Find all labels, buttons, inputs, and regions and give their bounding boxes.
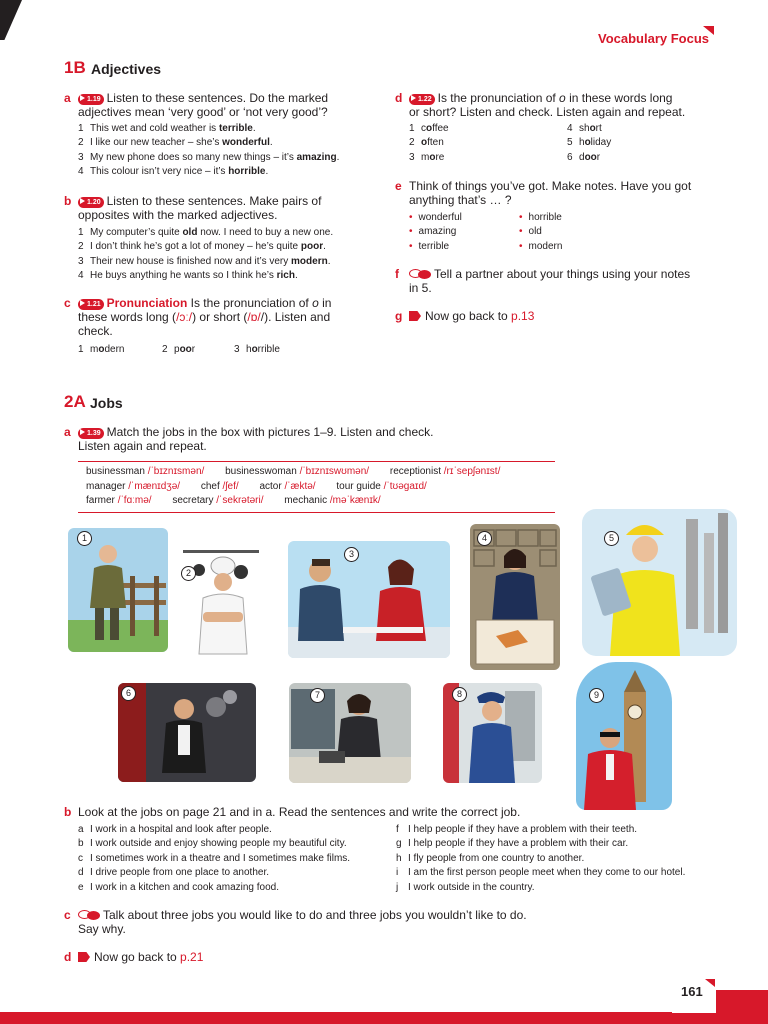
list-item: 1 coffee [409, 123, 449, 134]
audio-icon[interactable]: 1.21 [78, 299, 104, 310]
section-title: Jobs [90, 395, 123, 411]
audio-icon[interactable]: 1.22 [409, 94, 435, 105]
arrow-icon [409, 311, 421, 321]
picture-tour-guide [576, 662, 672, 810]
exercise-2a-c: Talk about three jobs you would like to do and three jobs you wouldn’t like to do. Say why. [78, 908, 527, 936]
job-word: businessman /ˈbɪznɪsmən/ [86, 466, 205, 477]
picture-number: 4 [477, 531, 492, 546]
list-1b-b [78, 226, 388, 284]
exercise-2a-b: Look at the jobs on page 21 and in a. Read the sentences and write the correct job. [78, 805, 521, 819]
list-item: d I drive people from one place to another. [78, 867, 270, 879]
list-item: 3 horrible [234, 344, 280, 355]
list-item: e I work in a kitchen and cook amazing food. [78, 881, 279, 893]
list-item: h I fly people from one country to another. [396, 852, 585, 864]
list-item: 3 more [409, 151, 445, 163]
list-item: 1 My computer’s quite old now. I need to buy a new one. [78, 227, 334, 238]
exercise-1b-f: Tell a partner about your things using your notes in 5. [409, 267, 691, 295]
picture-number: 2 [181, 566, 196, 581]
job-word: receptionist /rɪˈsepʃənɪst/ [389, 466, 501, 477]
picture-number: 7 [310, 688, 325, 703]
list-item: 2 poor [162, 344, 196, 355]
list-item: • old [519, 225, 619, 239]
list-item: i I am the first person people meet when they come to our hotel. [396, 867, 686, 879]
section-number: 1B [64, 58, 86, 77]
box-row [86, 494, 556, 509]
page-link[interactable]: p.21 [180, 950, 204, 964]
box-row [86, 465, 556, 480]
list-1b-e-col2 [519, 211, 619, 254]
exercise-2a-a: 1.39 Match the jobs in the box with pictures 1–9. Listen and check. Listen again and repeat. [78, 425, 434, 453]
picture-number: 6 [121, 686, 136, 701]
exercise-letter: d [395, 91, 403, 105]
list-item: 1 modern [78, 344, 125, 355]
audio-icon[interactable]: 1.39 [78, 428, 104, 439]
picture-actor [118, 683, 256, 782]
page-link[interactable]: p.13 [511, 309, 535, 323]
job-word: chef /ʃef/ [200, 480, 239, 492]
list-item: f I help people if they have a problem with their teeth. [396, 824, 638, 835]
audio-icon[interactable]: 1.19 [78, 94, 104, 105]
exercise-letter: g [395, 309, 403, 323]
corner-stripe [0, 0, 22, 40]
list-1b-c [78, 343, 338, 357]
section-title: Adjectives [91, 61, 162, 77]
job-word: actor /ˈæktə/ [259, 480, 316, 492]
exercise-letter: b [64, 805, 72, 819]
list-item: 1 This wet and cold weather is terrible. [78, 123, 256, 134]
picture-chef [179, 544, 263, 670]
exercise-1b-c: 1.21 Pronunciation Is the pronunciation of o in these words long (/ɔː/) or short (/ɒ//). Listen and check. [78, 296, 332, 338]
list-1b-d-col2 [567, 122, 717, 165]
picture-number: 5 [604, 531, 619, 546]
exercise-letter: d [64, 950, 72, 964]
list-item: 3 My new phone does so many new things – it’s amazing. [78, 151, 340, 163]
picture-business-meeting [288, 541, 450, 658]
list-item: • wonderful [409, 211, 509, 225]
box-row [86, 480, 556, 495]
list-item: a I work in a hospital and look after people. [78, 824, 272, 835]
list-item: b I work outside and enjoy showing people my beautiful city. [78, 838, 347, 850]
job-word: mechanic /məˈkænɪk/ [284, 495, 381, 506]
exercise-1b-e: Think of things you’ve got. Make notes. Have you got anything that’s … ? [409, 179, 692, 207]
exercise-letter: a [64, 425, 71, 439]
picture-number: 8 [452, 687, 467, 702]
list-item: 4 He buys anything he wants so I think he’s rich. [78, 270, 298, 282]
job-word: farmer /ˈfɑːmə/ [86, 495, 152, 506]
list-2a-b-left [78, 823, 398, 895]
picture-secretary [289, 683, 411, 783]
section-number: 2A [64, 392, 86, 411]
exercise-letter: c [64, 908, 71, 922]
footer-bar [0, 1012, 768, 1024]
list-item: 6 door [567, 151, 601, 163]
footer-red-block [716, 990, 768, 1012]
exercise-1b-b: 1.20 Listen to these sentences. Make pairs of opposites with the marked adjectives. [78, 194, 322, 222]
list-item: • amazing [409, 225, 509, 239]
box-top-rule [78, 461, 555, 462]
job-word: businesswoman /ˈbɪznɪswʊmən/ [225, 466, 370, 477]
job-word: tour guide /ˈtʊəgaɪd/ [336, 480, 427, 492]
list-item: 2 I like our new teacher – she’s wonderful. [78, 137, 273, 149]
picture-number: 3 [344, 547, 359, 562]
exercise-letter: e [395, 179, 402, 193]
list-item: 4 short [567, 123, 602, 134]
exercise-letter: b [64, 194, 72, 208]
exercise-1b-a: 1.19 Listen to these sentences. Do the marked adjectives mean ‘very good’ or ‘not very good’? [78, 91, 329, 119]
picture-farmer [68, 528, 168, 652]
list-item: j I work outside in the country. [396, 881, 535, 893]
list-1b-e-col1 [409, 211, 509, 254]
job-word-box [86, 465, 556, 509]
list-item: • modern [519, 240, 619, 254]
list-item: c I sometimes work in a theatre and I sometimes make films. [78, 852, 351, 864]
exercise-1b-d: 1.22 Is the pronunciation of o in these words long or short? Listen and check. Listen again and repeat. [409, 91, 686, 119]
list-item: 3 Their new house is finished now and it’s very modern. [78, 255, 331, 267]
arrow-icon [78, 952, 90, 962]
job-word: secretary /ˈsekrətəri/ [172, 495, 264, 506]
list-1b-d-col1 [409, 122, 559, 165]
exercise-1b-g: Now go back to p.13 [409, 309, 609, 323]
page-number: 161 [681, 984, 703, 999]
list-2a-b-right [396, 823, 726, 895]
exercise-2a-d: Now go back to p.21 [78, 950, 278, 964]
list-item: • terrible [409, 240, 509, 254]
list-1b-a [78, 122, 388, 180]
list-item: 2 often [409, 137, 444, 149]
picture-number: 9 [589, 688, 604, 703]
list-item: 2 I don’t think he’s got a lot of money – he’s quite poor. [78, 241, 326, 253]
job-word: manager /ˈmænɪdʒə/ [86, 480, 181, 492]
box-bottom-rule [78, 512, 555, 513]
picture-manager [582, 509, 737, 656]
list-item: • horrible [519, 211, 619, 225]
list-item: 4 This colour isn’t very nice – it’s horrible. [78, 166, 269, 178]
exercise-letter: c [64, 296, 71, 310]
speech-bubbles-icon [78, 910, 100, 920]
exercise-letter: a [64, 91, 71, 105]
audio-icon[interactable]: 1.20 [78, 197, 104, 208]
exercise-letter: f [395, 267, 399, 281]
list-item: g I help people if they have a problem with their car. [396, 838, 629, 850]
header-title: Vocabulary Focus [598, 31, 710, 46]
list-item: 5 holiday [567, 137, 612, 149]
speech-bubbles-icon [409, 269, 431, 279]
picture-number: 1 [77, 531, 92, 546]
